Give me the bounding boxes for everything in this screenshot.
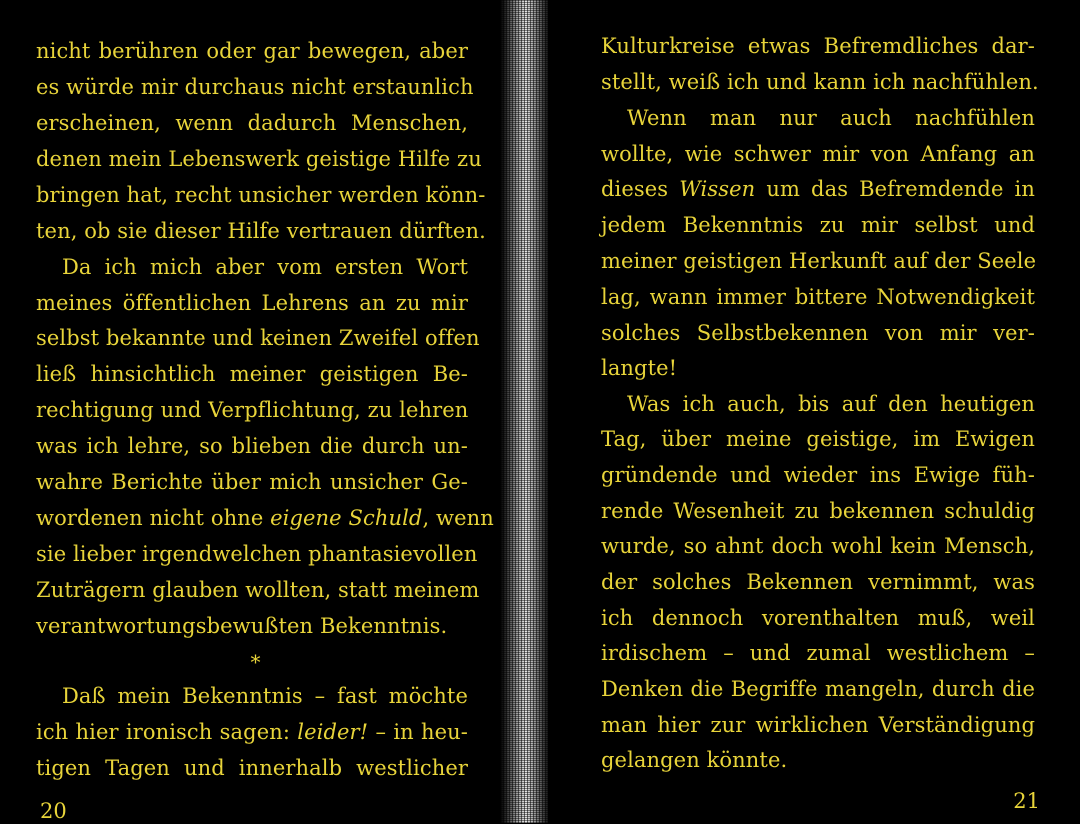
- text-span: ich hier ironisch sagen:: [36, 720, 298, 744]
- text-span: – in heu-: [368, 720, 468, 744]
- text-line: Was ich auch, bis auf den heutigen: [627, 392, 1035, 416]
- text-line: langte!: [601, 356, 678, 380]
- text-line: tigen Tagen und innerhalb westlicher: [36, 756, 468, 780]
- text-line: Denken die Begriffe mangeln, durch die: [601, 677, 1035, 701]
- left-page: [0, 0, 505, 823]
- text-span: wordenen nicht ohne: [36, 506, 271, 530]
- text-line: meiner geistigen Herkunft auf der Seele: [601, 249, 1037, 273]
- text-line: Tag, über meine geistige, im Ewigen: [601, 427, 1035, 451]
- section-break-asterisk: *: [250, 650, 261, 674]
- text-line: Wenn man nur auch nachfühlen: [627, 106, 1035, 130]
- text-line: der solches Bekennen vernimmt, was: [601, 570, 1035, 594]
- text-span: , wenn: [422, 506, 494, 530]
- text-line: bringen hat, recht unsicher werden könn-: [36, 183, 486, 207]
- text-line: es würde mir durchaus nicht erstaunlich: [36, 75, 474, 99]
- text-line: rende Wesenheit zu bekennen schuldig: [601, 499, 1035, 523]
- text-span: dieses: [601, 177, 680, 201]
- text-line: erscheinen, wenn dadurch Menschen,: [36, 111, 468, 135]
- emphasis-text: Wissen: [679, 177, 756, 201]
- text-line: [36, 718, 468, 746]
- text-line: denen mein Lebenswerk geistige Hilfe zu: [36, 147, 482, 171]
- book-gutter: [500, 0, 550, 823]
- text-line: sie lieber irgendwelchen phantasievollen: [36, 542, 478, 566]
- text-line: Zuträgern glauben wollten, statt meinem: [36, 578, 480, 602]
- text-line: wurde, so ahnt doch wohl kein Mensch,: [601, 534, 1035, 558]
- page-number: 21: [1013, 789, 1040, 813]
- text-line: was ich lehre, so blieben die durch un-: [36, 434, 468, 458]
- text-line: ich dennoch vorenthalten muß, weil: [601, 606, 1035, 630]
- text-line: ten, ob sie dieser Hilfe vertrauen dürften.: [36, 219, 486, 243]
- text-line: [36, 504, 494, 532]
- text-line: Kulturkreise etwas Befremdliches dar-: [601, 34, 1035, 58]
- text-line: gründende und wieder ins Ewige füh-: [601, 463, 1035, 487]
- emphasis-text: leider!: [297, 720, 369, 744]
- text-line: verantwortungsbewußten Bekenntnis.: [36, 614, 448, 638]
- text-line: rechtigung und Verpflichtung, zu lehren: [36, 398, 469, 422]
- text-line: man hier zur wirklichen Verständigung: [601, 713, 1035, 737]
- text-line: nicht berühren oder gar bewegen, aber: [36, 39, 468, 63]
- text-line: wahre Berichte über mich unsicher Ge-: [36, 470, 468, 494]
- text-line: ließ hinsichtlich meiner geistigen Be-: [36, 362, 468, 386]
- text-line: [601, 175, 1035, 203]
- right-page: [548, 0, 1080, 823]
- text-line: meines öffentlichen Lehrens an zu mir: [36, 291, 468, 315]
- text-line: Daß mein Bekenntnis – fast möchte: [62, 684, 468, 708]
- text-line: stellt, weiß ich und kann ich nachfühlen.: [601, 70, 1039, 94]
- text-span: um das Befremdende in: [755, 177, 1035, 201]
- text-line: jedem Bekenntnis zu mir selbst und: [601, 213, 1035, 237]
- text-line: lag, wann immer bittere Notwendigkeit: [601, 285, 1035, 309]
- emphasis-text: eigene Schuld: [270, 506, 423, 530]
- text-line: selbst bekannte und keinen Zweifel offen: [36, 326, 480, 350]
- text-line: gelangen könnte.: [601, 748, 788, 772]
- text-line: irdischem – und zumal westlichem –: [601, 641, 1035, 665]
- page-number: 20: [40, 799, 67, 823]
- text-line: wollte, wie schwer mir von Anfang an: [601, 142, 1035, 166]
- text-line: solches Selbstbekennen von mir ver-: [601, 321, 1035, 345]
- text-line: Da ich mich aber vom ersten Wort: [62, 255, 468, 279]
